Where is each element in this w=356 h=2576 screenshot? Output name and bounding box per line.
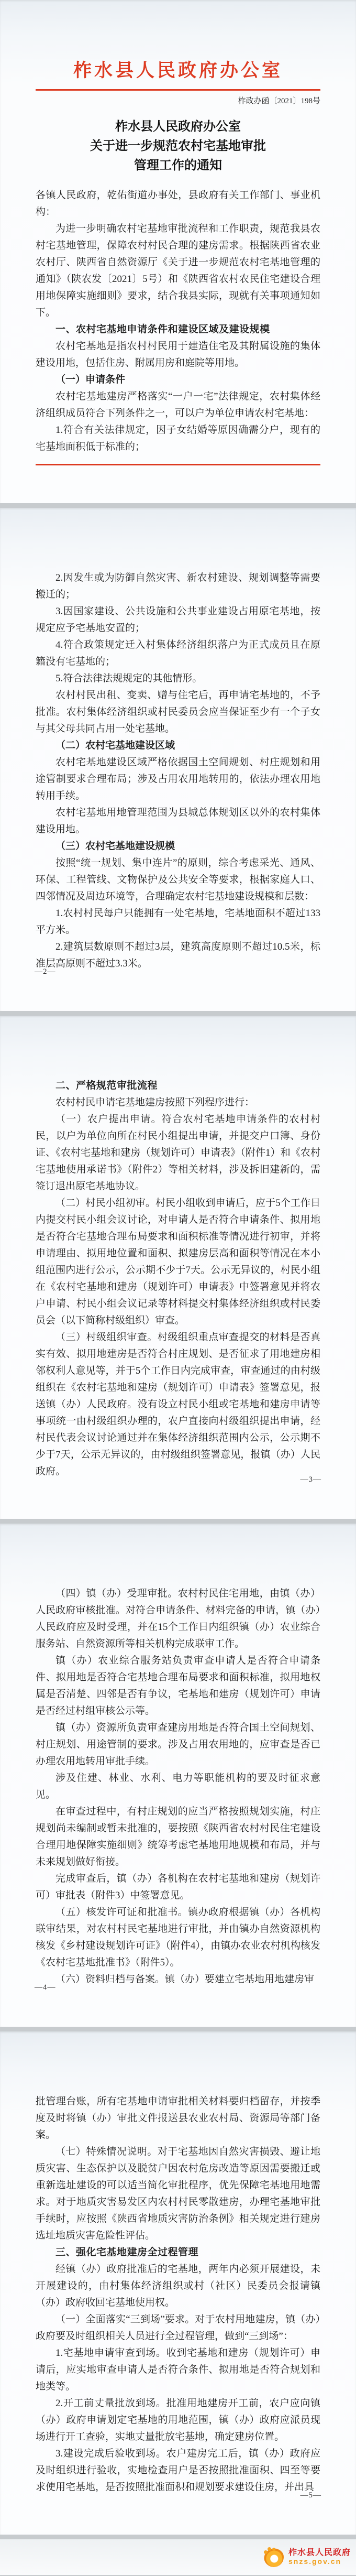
paragraph: 各镇人民政府，乾佑街道办事处，县政府有关工作部门、事业机构： xyxy=(36,190,320,218)
paragraph: 经镇（办）政府批准后的宅基地，两年内必须开展建设，未开展建设的，由村集体经济组织或村（社区）民委员会报请镇（办）政府收回宅基地使用权。 xyxy=(36,2264,320,2308)
site-domain: snzs.gov.cn xyxy=(288,2557,342,2566)
page-body xyxy=(36,187,320,455)
paragraph: 农村村民申请宅基地建房按照下列程序进行： xyxy=(55,1097,255,1108)
document-title-line1: 柞水县人民政府办公室 xyxy=(115,120,241,134)
page-body xyxy=(36,2093,320,2496)
paragraph: 涉及住建、林业、水利、电力等职能机构的要及时征求意见。 xyxy=(36,1773,320,1800)
page-body xyxy=(36,570,320,972)
letterhead-divider xyxy=(36,89,320,91)
section-heading: （一）申请条件 xyxy=(55,374,126,385)
section-heading: （三）农村宅基地建设规模 xyxy=(55,841,175,852)
page-1 xyxy=(0,0,356,503)
paragraph: 完成审查后，镇（办）各机构在农村宅基地和建房（规划许可）审批表（附件3）中签署意见。 xyxy=(36,1873,320,1901)
paragraph: 5.符合法律法规规定的其他情形。 xyxy=(55,673,203,684)
site-watermark-band xyxy=(0,2539,356,2575)
paragraph: 农村宅基地是指农村村民用于建造住宅及其附属设施的集体建设用地，包括住房、附属用房和庭院等用地。 xyxy=(36,341,320,368)
paragraph: （三）村级组织审查。村级组织重点审查提交的材料是否真实有效、拟用地建房是否符合村庄规划、是否征求了用地建房相邻权利人意见等，并于5个工作日内完成审查，审查通过的由村级组织在《农村宅基地和建房（规划许可）申请表》签署意见，报送镇（办）人民政府。没有设立村民小组或宅基地和建房申请等事项统一由村级组织办理的，农户直接向村级组织提出申请，经村民代表会议讨论通过并在集体经济组织范围内公示，公示期不少于7天，公示无异议的，由村级组织签署意见，报镇（办）人民政府。 xyxy=(36,1332,320,1477)
paragraph: 2.因发生或为防御自然灾害、新农村建设、规划调整等需要搬迁的； xyxy=(36,572,320,600)
paragraph: 2.建筑层数原则不超过3层，建筑高度原则不超过10.5米，标准层高原则不超过3.3米。 xyxy=(36,941,320,969)
paragraph: 3.因国家建设、公共设施和公共事业建设占用原宅基地，按规定应予宅基地安置的； xyxy=(36,606,320,634)
paragraph: 镇（办）资源所负责审查建房用地是否符合国土空间规划、村庄规划、用途管制的要求。涉及占用农用地的，应审查是否已办理农用地转用审批手续。 xyxy=(36,1722,320,1767)
paragraph: （四）镇（办）受理审批。农村村民住宅用地，由镇（办）人民政府审核批准。对符合申请条件、材料完备的申请，镇（办）人民政府应及时受理，并在15个工作日内组织镇（办）农业综合服务站、自然资源所等相关机构完成联审工作。 xyxy=(36,1588,320,1649)
paragraph: 农村宅基地建房严格落实“一户一宅”法律规定，农村集体经济组织成员符合下列条件之一，可以户为单位申请农村宅基地： xyxy=(36,391,320,419)
paragraph: （七）特殊情况说明。对于宅基地因自然灾害损毁、避让地质灾害、生态保护以及脱贫户因农村危房改造等原因需要搬迁或重新选址建设的可以适当简化审批程序，优先保障宅基地用地需求。对于地质灾害易发区内农村村民零散建房，办理宅基地审批手续时，应按照《陕西省地质灾害防治条例》相关规定进行建房选址地质灾害危险性评估。 xyxy=(36,2146,320,2241)
paragraph: 农村宅基地用地管理范围为县城总体规划区以外的农村集体建设用地。 xyxy=(36,807,320,835)
page-2 xyxy=(0,508,356,1011)
page-number: —5— xyxy=(300,2491,321,2499)
page-body xyxy=(36,1585,320,1988)
site-name: 柞水县人民政府 xyxy=(288,2548,351,2557)
paragraph: 为进一步明确农村宅基地审批流程和工作职责，规范我县农村宅基地管理，保障农村村民合理的建房需求。根据陕西省农业农村厅、陕西省自然资源厅《关于进一步规范农村宅基地管理的通知》（陕农发〔2021〕5号）和《陕西省农村农民住宅建设合理用地保障实施细则》要求，结合我县实际，现就有关事项通知如下。 xyxy=(36,223,320,318)
page-3 xyxy=(0,1016,356,1519)
paragraph: 农村村民出租、变卖、赠与住宅后，再申请宅基地的，不予批准。农村集体经济组织或村民委员会应当保证至少有一个子女与其父母共同占用一处宅基地。 xyxy=(36,690,320,734)
paragraph: 按照“统一规划、集中连片”的原则，综合考虑采光、通风、环保、工程管线、文物保护及公共安全等要求，根据家庭人口、四邻情况及周边环境等，合理确定农村宅基地建设规模和层数： xyxy=(36,857,320,902)
paragraph: 批管理台账，所有宅基地申请审批相关材料要归档留存，并按季度及时将镇（办）审批文件报送县农业农村局、资源局等部门备案。 xyxy=(36,2096,320,2140)
paragraph: 4.符合政策规定迁入村集体经济组织落户为正式成员且在原籍没有宅基地的； xyxy=(36,639,320,667)
paragraph: 在审查过程中，有村庄规划的应当严格按照规划实施，村庄规划尚未编制或暂未批准的，要按照《陕西省农村村民住宅建设合理用地保障实施细则》统筹考虑宅基地用地规模和布局，并与未来规划做好衔接。 xyxy=(36,1806,320,1867)
section-heading: 二、严格规范审批流程 xyxy=(55,1080,158,1091)
doc-number: 柞政办函〔2021〕198号 xyxy=(238,97,320,105)
page-4 xyxy=(0,1524,356,2027)
page-number: —4— xyxy=(35,1983,56,1992)
page-body xyxy=(36,1078,320,1480)
page-number: —2— xyxy=(35,968,56,976)
logo-dot xyxy=(264,2550,268,2554)
page-5 xyxy=(0,2031,356,2535)
document-title-line2: 关于进一步规范农村宅基地审批 xyxy=(90,139,266,153)
gov-site-logo-icon xyxy=(264,2547,284,2567)
paragraph: 镇（办）农业综合服务站负责审查申请人是否符合申请条件、拟用地是否符合宅基地合理布局要求和面积标准，拟用地权属是否清楚、四邻是否有争议，宅基地和建房（规划许可）申请是否经过村组审核公示等。 xyxy=(36,1655,320,1716)
first-page-footer-rule xyxy=(36,464,320,465)
section-heading: （二）农村宅基地建设区域 xyxy=(55,740,175,751)
letterhead-title: 柞水县人民政府办公室 xyxy=(73,60,283,81)
document-title-line3: 管理工作的通知 xyxy=(134,159,222,172)
logo-dot xyxy=(268,2547,271,2551)
paragraph: 1.符合有关法律规定，因子女结婚等原因确需分户，现有的宅基地面积低于标准的； xyxy=(36,425,320,452)
paragraph: （一）全面落实“三到场”要求。对于农村用地建房，镇（办）政府要及时组织相关人员进行全过程管理，做到“三到场”： xyxy=(36,2314,320,2342)
section-heading: 一、农村宅基地申请条件和建设区域及建设规模 xyxy=(55,324,270,335)
page-number: —3— xyxy=(300,1475,321,1484)
paragraph: （六）资料归档与备案。镇（办）要建立宅基地用地建房审 xyxy=(55,1974,315,1985)
paragraph: 农村宅基地建设区域严格依据国土空间规划、村庄规划和用途管制要求合理布局；涉及占用农用地转用的，依法办理农用地转用手续。 xyxy=(36,757,320,801)
paragraph: 1.农村村民每户只能拥有一处宅基地，宅基地面积不超过133平方米。 xyxy=(36,908,320,936)
paragraph: 1.宅基地申请审查到场。收到宅基地和建房（规划许可）申请后，应实地审查申请人是否符合条件、拟用地是否符合规划和地类等。 xyxy=(36,2347,320,2392)
paragraph: （一）农户提出申请。符合农村宅基地申请条件的农村村民，以户为单位向所在村民小组提出申请，并提交户口簿、身份证、《农村宅基地和建房（规划许可）申请表》（附件1）和《农村宅基地使用承诺书》（附件2）等相关材料，涉及拆旧建新的，需签订退出原宅基地协议。 xyxy=(36,1114,320,1192)
paragraph: 3.建设完成后验收到场。农户建房完工后，镇（办）政府应及时组织进行验收，实地检查用户是否按照批准面积、四至等要求使用宅基地，是否按照批准面积和规划要求建设住房，并出具 xyxy=(36,2448,320,2493)
paragraph: （二）村民小组初审。村民小组收到申请后，应于5个工作日内提交村民小组会议讨论，对申请人是否符合申请条件、拟用地是否符合宅基地合理布局要求和面积标准等情况进行初审，并将申请理由、拟用地位置和面积、拟建房层高和面积等情况在本小组范围内进行公示，公示期不少于7天。公示无异议的，村民小组在《农村宅基地和建房（规划许可）申请表》中签署意见并将农户申请、村民小组会议记录等材料提交村集体经济组织或村民委员会（以下简称村级组织）审查。 xyxy=(36,1198,320,1326)
document-title xyxy=(36,117,320,176)
section-heading: 三、强化宅基地建房全过程管理 xyxy=(55,2247,199,2258)
logo-dot xyxy=(272,2548,275,2551)
paragraph: （五）核发许可证和批准书。镇办政府根据镇（办）各机构联审结果，对农村村民宅基地进行审批，并由镇办自然资源机构核发《乡村建设规划许可证》（附件4），由镇办农业农村机构核发《农村宅基地批准书》（附件5）。 xyxy=(36,1907,320,1968)
paragraph: 2.开工前丈量批放到场。批准用地建房开工前，农户应向镇（办）政府申请划定宅基地的用地范围，镇（办）政府应派员现场进行开工查验，实地丈量批放宅基地，确定建房位置。 xyxy=(36,2398,320,2442)
site-watermark-text xyxy=(288,2548,351,2566)
